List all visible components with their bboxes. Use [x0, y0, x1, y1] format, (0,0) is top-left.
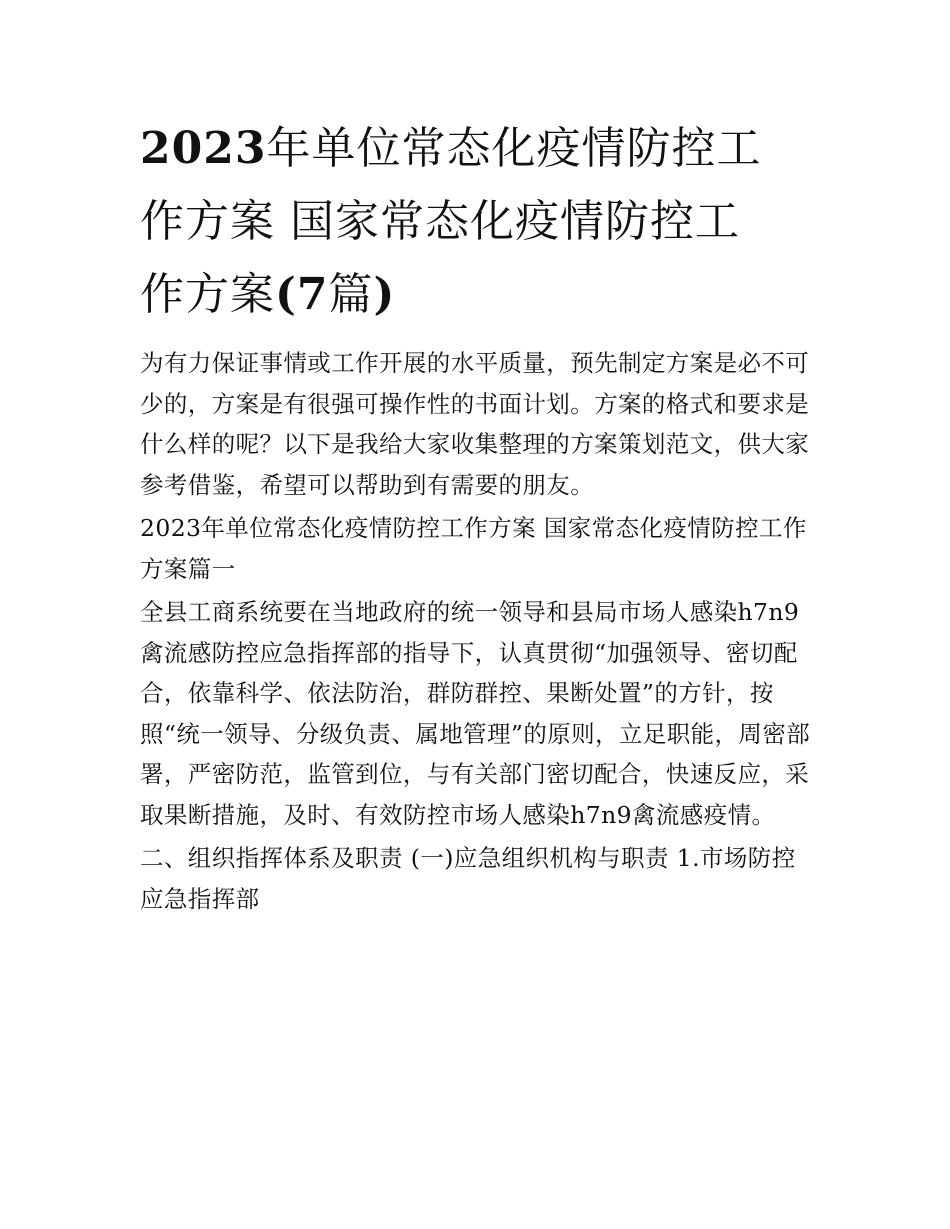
title-count-open: (7: [275, 269, 329, 320]
document-content: [140, 112, 812, 919]
document-title: [140, 112, 812, 331]
title-line2-text: 作方案 国家常态化疫情防控工: [140, 196, 740, 247]
intro-paragraph: 为有力保证事情或工作开展的水平质量，预先制定方案是必不可少的，方案是有很强可操作性的书面计划。方案的格式和要求是什么样的呢？以下是我给大家收集整理的方案策划范文，供大家参考借鉴，希望可以帮助到有需要的朋友。: [140, 349, 810, 499]
body-paragraph: 全县工商系统要在当地政府的统一领导和县局市场人感染h7n9禽流感防控应急指挥部的指导下，认真贯彻“加强领导、密切配合，依靠科学、依法防治，群防群控、果断处置”的方针，按照“统一领导、分级负责、属地管理”的原则，立足职能，周密部署，严密防范，监管到位，与有关部门密切配合，快速反应，采取果断措施，及时、有效防控市场人感染h7n9禽流感疫情。: [140, 598, 811, 829]
title-count-unit: 篇: [328, 269, 374, 320]
title-line3-text: 作方案: [140, 269, 275, 320]
title-count-close: ): [373, 269, 396, 320]
organization-heading: 二、组织指挥体系及职责 (一)应急组织机构与职责 1.市场防控应急指挥部: [140, 844, 796, 913]
title-year: 2023: [140, 123, 267, 174]
section-heading: 2023年单位常态化疫情防控工作方案 国家常态化疫情防控工作方案篇一: [140, 514, 807, 583]
title-line1-text: 年单位常态化疫情防控工: [266, 123, 762, 174]
